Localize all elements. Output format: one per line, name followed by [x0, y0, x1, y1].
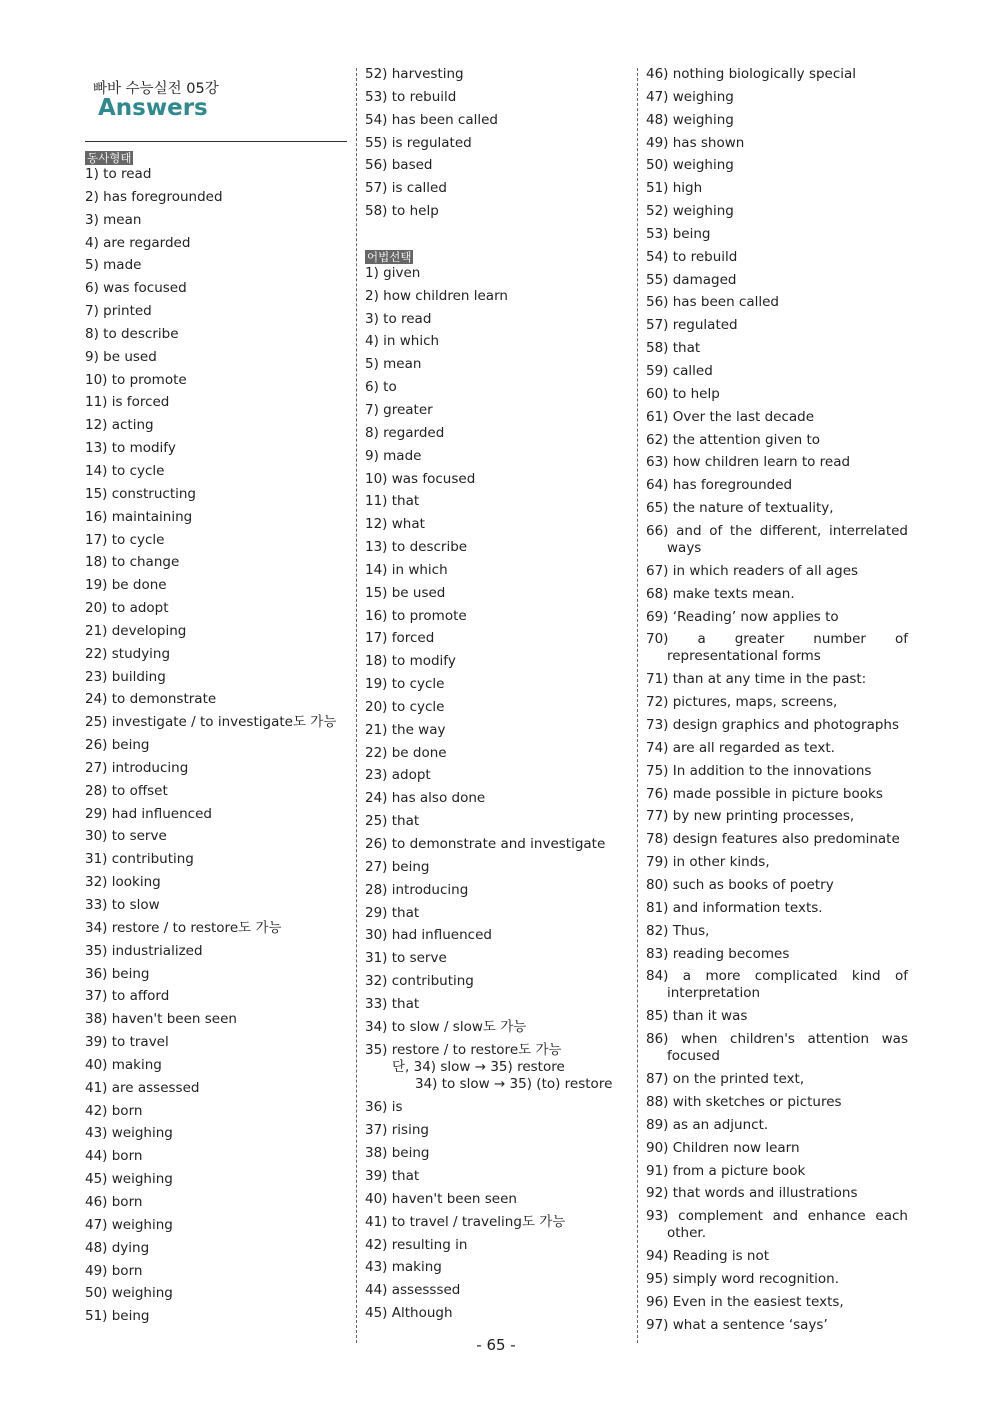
list-item: 87) on the printed text,: [646, 1071, 805, 1088]
list-item: 21) developing: [85, 622, 187, 639]
list-item: 46) born: [85, 1193, 143, 1210]
list-item: 19) to cycle: [365, 676, 445, 693]
list-item: 96) Even in the easiest texts,: [646, 1293, 844, 1310]
list-item: 52) harvesting: [365, 66, 464, 82]
list-item: 6) to: [365, 379, 397, 396]
list-item: 41) are assessed: [85, 1079, 200, 1096]
list-item: 25) that: [365, 813, 420, 830]
list-item: 80) such as books of poetry: [646, 877, 834, 893]
list-item: 10) was focused: [365, 470, 476, 487]
list-item: 38) being: [365, 1145, 430, 1162]
list-item: 50) weighing: [85, 1285, 173, 1302]
list-item: 11) that: [365, 493, 420, 510]
list-item: 5) made: [85, 257, 142, 274]
list-item: 85) than it was: [646, 1008, 748, 1025]
list-item: 5) mean: [365, 356, 422, 373]
verb-form-list: [85, 166, 347, 1324]
list-item: 77) by new printing processes,: [646, 808, 855, 825]
list-item: 64) has foregrounded: [646, 477, 793, 494]
list-item: 17) forced: [365, 630, 435, 647]
list-item: 19) be done: [85, 577, 167, 594]
list-item: 65) the nature of textuality,: [646, 500, 834, 517]
list-item: 93) complement and enhance each other.: [646, 1208, 908, 1242]
section-label-verb-form: 동사형태: [87, 151, 132, 165]
list-item: 12) acting: [85, 417, 154, 434]
list-item: 6) was focused: [85, 280, 187, 297]
list-item: 36) being: [85, 965, 150, 982]
list-item: 23) building: [85, 668, 166, 685]
list-item: 28) to offset: [85, 782, 168, 799]
list-item: 7) printed: [85, 303, 152, 320]
list-item: 61) Over the last decade: [646, 408, 815, 425]
list-item: 55) damaged: [646, 271, 737, 288]
list-item: 47) weighing: [85, 1216, 173, 1233]
list-item: 49) born: [85, 1262, 143, 1279]
list-item: 50) weighing: [646, 157, 734, 174]
list-item: 36) is: [365, 1099, 403, 1116]
list-item: 32) looking: [85, 874, 161, 891]
list-item: 79) in other kinds,: [646, 854, 770, 871]
list-item: 24) has also done: [365, 790, 486, 807]
list-item: 35) restore / to restore도 가능 단, 34) slow → 35) restore 34) to slow → 35) (to) restore: [365, 1041, 613, 1092]
list-item: 35) industrialized: [85, 942, 203, 959]
list-item: 15) be used: [365, 584, 446, 601]
grammar-choice-item-35: [365, 1042, 623, 1093]
list-item: 95) simply word recognition.: [646, 1271, 840, 1288]
list-item: 33) to slow: [85, 897, 160, 913]
column-divider-2: [637, 68, 638, 1343]
list-item: 55) is regulated: [365, 134, 472, 151]
list-item: 53) being: [646, 225, 711, 242]
list-item: 78) design features also predominate: [646, 831, 900, 848]
list-item: 9) be used: [85, 348, 157, 365]
answers-column-3: [646, 66, 908, 1340]
list-item: 18) to modify: [365, 653, 456, 670]
list-item: 63) how children learn to read: [646, 454, 851, 471]
list-item: 26) being: [85, 737, 150, 754]
list-item: 54) has been called: [365, 111, 498, 128]
list-item: 4) in which: [365, 333, 440, 350]
list-item: 92) that words and illustrations: [646, 1185, 858, 1202]
list-item: 57) is called: [365, 180, 447, 197]
list-item: 53) to rebuild: [365, 88, 457, 105]
section-label-grammar-choice: 어법선택: [367, 249, 412, 264]
column-divider-1: [356, 68, 357, 1343]
list-item: 73) design graphics and photographs: [646, 717, 900, 734]
list-item: 22) studying: [85, 645, 171, 662]
list-item: 14) to cycle: [85, 462, 165, 479]
list-item: 94) Reading is not: [646, 1248, 770, 1265]
list-item: 32) contributing: [365, 973, 474, 990]
list-item: 70) a greater number of representational forms: [646, 631, 908, 665]
list-item: 30) to serve: [85, 828, 167, 845]
list-item: 15) constructing: [85, 485, 196, 502]
list-item: 59) called: [646, 362, 713, 379]
list-item: 8) to describe: [85, 325, 179, 342]
list-item: 42) resulting in: [365, 1236, 468, 1253]
list-item: 83) reading becomes: [646, 945, 790, 962]
list-item: 84) a more complicated kind of interpretation: [646, 968, 908, 1002]
list-item: 3) to read: [365, 310, 432, 327]
list-item: 90) Children now learn: [646, 1139, 800, 1156]
list-item: 12) what: [365, 516, 425, 533]
list-item: 26) to demonstrate and investigate: [365, 836, 606, 852]
list-item: 48) weighing: [646, 111, 734, 128]
list-item: 16) to promote: [365, 607, 467, 624]
list-item: 91) from a picture book: [646, 1162, 806, 1179]
list-item: 7) greater: [365, 401, 433, 418]
list-item: 58) to help: [365, 203, 439, 220]
list-item: 10) to promote: [85, 371, 187, 388]
list-item: 21) the way: [365, 721, 446, 738]
list-item: 13) to modify: [85, 440, 176, 457]
list-item: 17) to cycle: [85, 531, 165, 548]
answers-column-1: [85, 149, 347, 1331]
list-item: 38) haven't been seen: [85, 1011, 237, 1028]
list-item: 39) to travel: [85, 1034, 169, 1051]
list-item: 43) weighing: [85, 1125, 173, 1142]
list-item: 43) making: [365, 1259, 442, 1276]
list-item: 41) to travel / traveling도 가능: [365, 1213, 566, 1230]
list-item: 22) be done: [365, 744, 447, 761]
list-item: 29) that: [365, 904, 420, 921]
list-item: 1) to read: [85, 166, 152, 182]
list-item: 58) that: [646, 340, 701, 357]
list-item: 69) ‘Reading’ now applies to: [646, 608, 839, 625]
list-item: 1) given: [365, 264, 421, 281]
grammar-choice-list-continued: [365, 1099, 623, 1321]
list-item: 30) had influenced: [365, 927, 492, 944]
list-item: 2) how children learn: [365, 287, 508, 304]
list-item: 51) high: [646, 180, 703, 197]
list-item: 97) what a sentence ‘says’: [646, 1316, 828, 1333]
list-item: 2) has foregrounded: [85, 188, 223, 205]
list-item: 86) when children's attention was focused: [646, 1031, 908, 1065]
list-item: 67) in which readers of all ages: [646, 562, 859, 579]
list-item: 16) maintaining: [85, 508, 193, 525]
list-item: 3) mean: [85, 211, 142, 228]
list-item: 14) in which: [365, 561, 448, 578]
list-item: 37) rising: [365, 1122, 429, 1139]
list-item: 71) than at any time in the past:: [646, 671, 867, 688]
list-item: 34) restore / to restore도 가능: [85, 919, 282, 936]
page-title: Answers: [98, 95, 208, 121]
list-item: 27) introducing: [85, 759, 189, 776]
list-item: 8) regarded: [365, 424, 445, 441]
page-number: - 65 -: [476, 1336, 516, 1354]
list-item: 37) to afford: [85, 988, 170, 1005]
list-item: 52) weighing: [646, 203, 734, 220]
list-item: 47) weighing: [646, 88, 734, 105]
list-item: 75) In addition to the innovations: [646, 762, 872, 779]
list-item: 88) with sketches or pictures: [646, 1094, 842, 1111]
list-item: 74) are all regarded as text.: [646, 739, 835, 756]
list-item: 82) Thus,: [646, 922, 710, 939]
list-item: 40) making: [85, 1056, 162, 1073]
list-item: 66) and of the different, interrelated ways: [646, 522, 908, 556]
list-item: 40) haven't been seen: [365, 1190, 517, 1207]
list-item: 51) being: [85, 1308, 150, 1325]
list-item: 68) make texts mean.: [646, 585, 795, 602]
list-item: 56) has been called: [646, 294, 779, 311]
list-item: 42) born: [85, 1102, 143, 1119]
list-item: 39) that: [365, 1167, 420, 1184]
list-item: 89) as an adjunct.: [646, 1116, 769, 1133]
header-divider: [85, 141, 347, 142]
list-item: 81) and information texts.: [646, 899, 823, 916]
lesson-subtitle: 빠바 수능실전 05강: [93, 81, 219, 97]
list-item: 18) to change: [85, 554, 180, 571]
list-item: 54) to rebuild: [646, 248, 738, 265]
list-item: 20) to cycle: [365, 698, 445, 715]
list-item: 62) the attention given to: [646, 431, 821, 448]
list-item: 28) introducing: [365, 881, 469, 898]
answers-column-2: [365, 66, 623, 1328]
list-item: 29) had influenced: [85, 805, 212, 822]
list-item: 72) pictures, maps, screens,: [646, 694, 838, 711]
grammar-choice-list-col3: [646, 66, 908, 1333]
list-item: 57) regulated: [646, 317, 738, 334]
verb-form-list-continued: [365, 66, 623, 219]
list-item: 31) contributing: [85, 851, 194, 868]
list-item: 33) that: [365, 995, 420, 1012]
list-item: 49) has shown: [646, 134, 745, 151]
list-item: 46) nothing biologically special: [646, 66, 857, 82]
grammar-choice-list: [365, 265, 623, 1035]
list-item: 20) to adopt: [85, 600, 169, 617]
list-item: 25) investigate / to investigate도 가능: [85, 714, 337, 731]
list-item: 44) assesssed: [365, 1282, 461, 1299]
list-item: 24) to demonstrate: [85, 691, 217, 708]
list-item: 34) to slow / slow도 가능: [365, 1018, 527, 1035]
list-item: 11) is forced: [85, 394, 170, 411]
list-item: 31) to serve: [365, 950, 447, 967]
list-item: 9) made: [365, 447, 422, 464]
list-item: 27) being: [365, 858, 430, 875]
list-item: 56) based: [365, 157, 433, 174]
list-item: 4) are regarded: [85, 234, 191, 251]
list-item: 23) adopt: [365, 767, 431, 784]
list-item: 13) to describe: [365, 539, 468, 556]
list-item: 48) dying: [85, 1239, 150, 1256]
list-item: 45) Although: [365, 1305, 453, 1322]
list-item: 45) weighing: [85, 1171, 173, 1188]
list-item: 76) made possible in picture books: [646, 785, 883, 802]
list-item: 60) to help: [646, 385, 720, 402]
list-item: 44) born: [85, 1148, 143, 1165]
